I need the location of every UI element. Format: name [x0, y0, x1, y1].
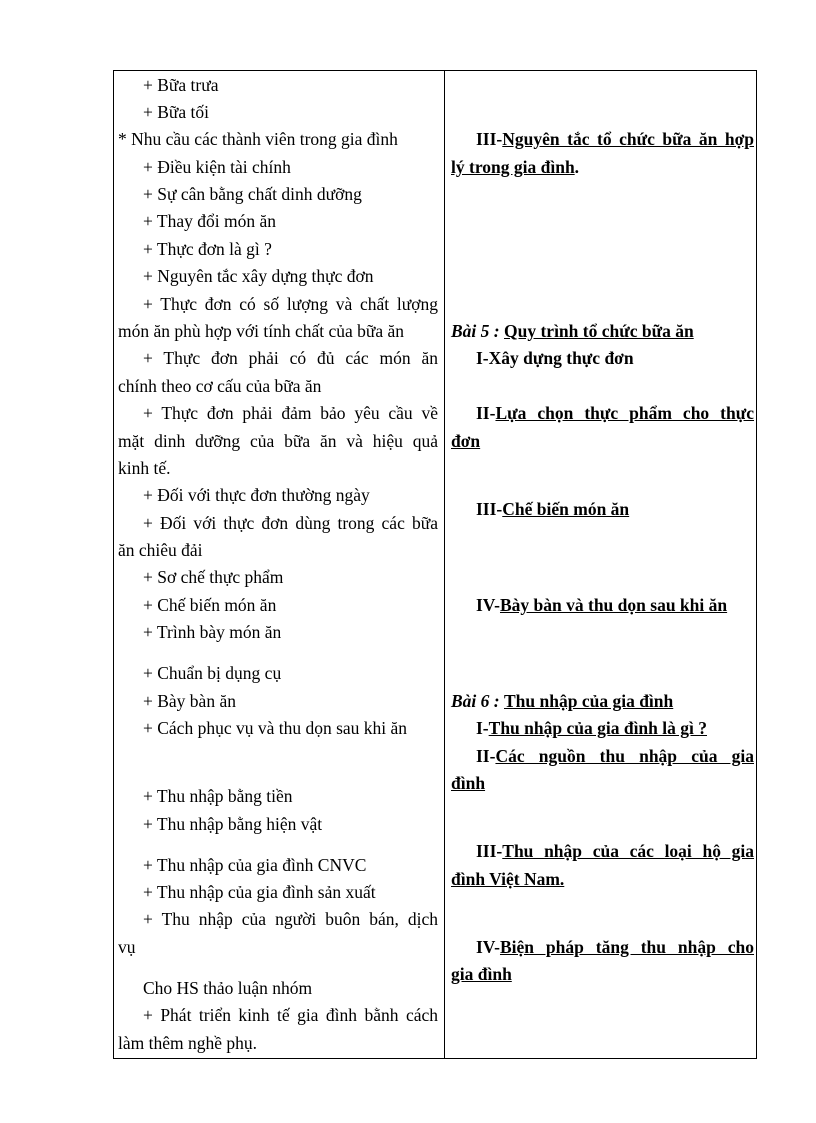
left-line: Cho HS thảo luận nhóm [143, 978, 313, 998]
left-line: + Sự cân bằng chất dinh dưỡng [143, 184, 362, 204]
left-line: * Nhu cầu các thành viên trong gia đình [118, 129, 398, 149]
left-line: + Thu nhập bằng tiền [143, 786, 293, 806]
left-line: + Thực đơn có số lượng và chất lượng [143, 294, 438, 314]
left-line: + Bữa trưa [143, 75, 219, 95]
section-title: Thu nhập của các loại hộ gia [502, 841, 754, 861]
lesson-6-heading [451, 691, 754, 711]
left-line: + Đối với thực đơn dùng trong các bữa [143, 513, 438, 533]
lesson-6-section-i [451, 718, 754, 738]
section-prefix: II- [476, 746, 496, 766]
section-title: Biện pháp tăng thu nhập cho [499, 937, 754, 957]
lesson-5-section-ii-cont: đơn [451, 431, 481, 451]
left-line: + Thực đơn phải đảm bảo yêu cầu về [143, 403, 438, 423]
left-line: + Thực đơn là gì ? [143, 239, 272, 259]
lesson-6-section-iii [451, 841, 754, 861]
lesson-5-section-iii [451, 499, 754, 519]
section-prefix: III- [476, 129, 503, 149]
left-line: + Cách phục vụ và thu dọn sau khi ăn [143, 718, 408, 738]
left-line: + Thu nhập của người buôn bán, dịch [143, 909, 438, 929]
left-line: + Bày bàn ăn [143, 691, 236, 711]
left-line: chính theo cơ cấu của bữa ăn [118, 376, 322, 396]
lesson-5-heading [451, 321, 754, 341]
left-line: làm thêm nghề phụ. [118, 1033, 258, 1053]
left-line: + Đối với thực đơn thường ngày [143, 485, 370, 505]
lesson-6-section-ii [451, 746, 754, 766]
section-prefix: IV- [476, 937, 500, 957]
lesson-title: Thu nhập của gia đình [504, 691, 674, 711]
lesson-6-section-iv-cont: gia đình [451, 964, 512, 984]
left-line: + Phát triển kinh tế gia đình bằnh cách [143, 1005, 438, 1025]
section-prefix: II- [476, 403, 496, 423]
left-line: món ăn phù hợp với tính chất của bữa ăn [118, 321, 405, 341]
section-prefix: I- [476, 718, 489, 738]
section-prefix: III- [476, 841, 503, 861]
section-iii-heading [451, 129, 754, 149]
lesson-6-section-ii-cont: đình [451, 773, 486, 793]
lesson-6-section-iv [451, 937, 754, 957]
left-line: mặt dinh dưỡng của bữa ăn và hiệu quả [118, 431, 438, 451]
left-line: + Chuẩn bị dụng cụ [143, 663, 282, 683]
lesson-label: Bài 6 : [451, 691, 500, 711]
left-line: + Thực đơn phải có đủ các món ăn [143, 348, 438, 368]
section-prefix: IV- [476, 595, 500, 615]
left-line: + Điều kiện tài chính [143, 157, 291, 177]
section-title: Thu nhập của gia đình là gì ? [488, 718, 707, 738]
lesson-label: Bài 5 : [451, 321, 500, 341]
lesson-5-section-ii [451, 403, 754, 423]
section-title: Các nguồn thu nhập của gia [495, 746, 754, 766]
section-title: Lựa chọn thực phẩm cho thực [495, 403, 754, 423]
lesson-6-section-iii-cont: đình Việt Nam. [451, 869, 565, 889]
section-title: Chế biến món ăn [502, 499, 630, 519]
section-title: lý trong gia đình [451, 157, 575, 177]
section-title: Bày bàn và thu dọn sau khi ăn [499, 595, 728, 615]
lesson-5-section-i: I-Xây dựng thực đơn [476, 348, 634, 368]
section-end: . [574, 157, 580, 177]
column-divider [444, 70, 445, 1059]
left-line: vụ [118, 937, 136, 957]
left-line: + Trình bày món ăn [143, 622, 282, 642]
section-title: Nguyên tắc tổ chức bữa ăn hợp [502, 129, 754, 149]
left-line: + Thay đổi món ăn [143, 211, 277, 231]
lesson-title: Quy trình tổ chức bữa ăn [504, 321, 694, 341]
lesson-5-section-iv [451, 595, 754, 615]
left-line: + Thu nhập của gia đình CNVC [143, 855, 367, 875]
left-line: + Nguyên tắc xây dựng thực đơn [143, 266, 374, 286]
left-line: + Chế biến món ăn [143, 595, 277, 615]
section-iii-heading-cont [451, 157, 754, 177]
left-line: + Thu nhập của gia đình sản xuất [143, 882, 376, 902]
left-line: + Bữa tối [143, 102, 210, 122]
left-line: + Thu nhập bằng hiện vật [143, 814, 323, 834]
left-line: kinh tế. [118, 458, 171, 478]
left-line: ăn chiêu đải [118, 540, 203, 560]
left-line: + Sơ chế thực phẩm [143, 567, 284, 587]
section-prefix: III- [476, 499, 503, 519]
